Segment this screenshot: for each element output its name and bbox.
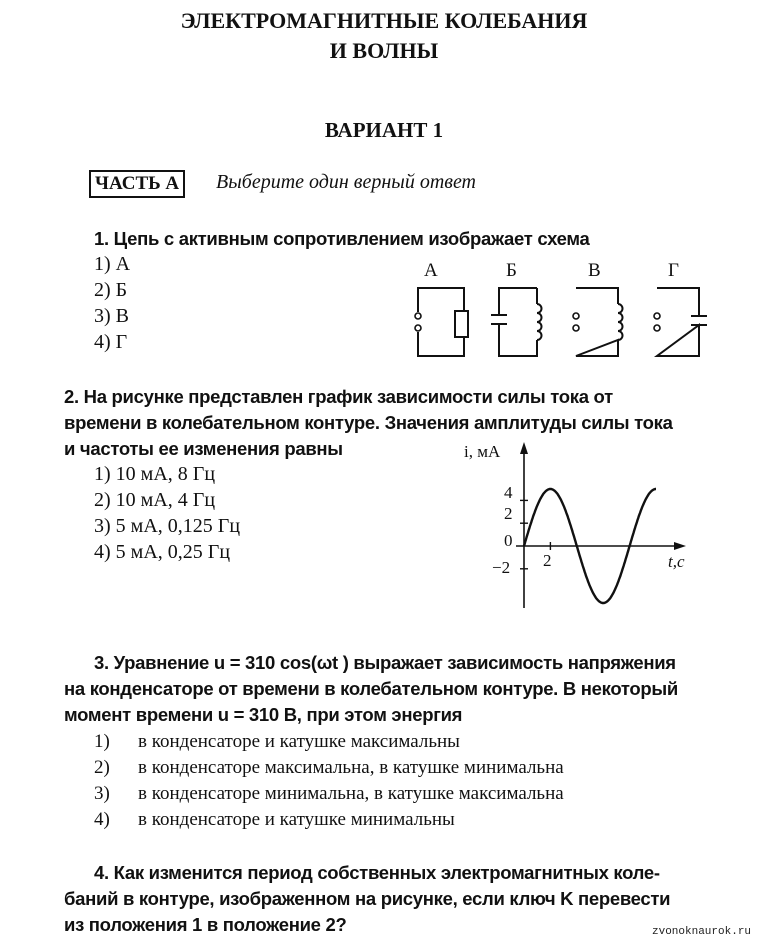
circuit-v-inductor xyxy=(576,288,623,356)
y-tick-label: 0 xyxy=(504,531,513,550)
q3-text-line: 3. Уравнение u = 310 cos(ωt ) выражает зависимость напряжения xyxy=(94,652,676,673)
part-instruction: Выберите один верный ответ xyxy=(216,171,476,193)
q4-text-line: баний в контуре, изображенном на рисунке, если ключ K перевести xyxy=(64,888,671,909)
q4-text-line: из положения 1 в положение 2? xyxy=(64,914,347,935)
variant-heading: ВАРИАНТ 1 xyxy=(324,118,444,142)
q2-text-line: времени в колебательном контуре. Значения амплитуды силы тока xyxy=(64,412,673,433)
x-tick-label: 2 xyxy=(543,551,552,570)
q2-option: 2) 10 мА, 4 Гц xyxy=(94,489,216,511)
circuit-label: Б xyxy=(506,260,517,281)
page-title-line2: И ВОЛНЫ xyxy=(329,38,439,63)
q3-option: 4) в конденсаторе и катушке минимальны xyxy=(94,809,455,830)
y-axis-arrow xyxy=(520,442,528,454)
q3-option: 2) в конденсаторе максимальна, в катушке минимальна xyxy=(94,757,564,778)
page-title-line1: ЭЛЕКТРОМАГНИТНЫЕ КОЛЕБАНИЯ xyxy=(180,8,588,33)
q1-circuit-diagrams xyxy=(400,252,720,364)
circuit-label: А xyxy=(424,260,438,281)
q2-option: 3) 5 мА, 0,125 Гц xyxy=(94,515,241,537)
circuit-label: Г xyxy=(668,260,679,281)
x-axis-label: t,с xyxy=(668,552,685,571)
q2-text-line: 2. На рисунке представлен график зависимости силы тока от xyxy=(64,386,613,407)
q1-option: 4) Г xyxy=(94,331,128,353)
y-axis-label: i, мА xyxy=(464,442,501,461)
q4-text-line: 4. Как изменится период собственных электромагнитных коле- xyxy=(94,862,660,883)
part-label: ЧАСТЬ А xyxy=(89,170,185,198)
x-axis-arrow xyxy=(674,542,686,550)
q2-option: 1) 10 мА, 8 Гц xyxy=(94,463,216,485)
q3-option: 3) в конденсаторе минимальна, в катушке максимальна xyxy=(94,783,564,804)
q1-option: 2) Б xyxy=(94,279,128,301)
watermark: zvonoknaurok.ru xyxy=(652,926,752,938)
q3-text-line: на конденсаторе от времени в колебательном контуре. В некоторый xyxy=(64,678,678,699)
circuit-a-resistor xyxy=(418,288,468,356)
q1-text: 1. Цепь с активным сопротивлением изображает схема xyxy=(94,228,590,249)
q1-option: 3) В xyxy=(94,305,129,327)
q2-current-graph xyxy=(450,436,710,612)
y-tick-label: 4 xyxy=(504,483,513,502)
q1-option: 1) А xyxy=(94,253,131,275)
q2-text-line: и частоты ее изменения равны xyxy=(64,438,343,459)
circuit-g-capacitor xyxy=(657,288,707,356)
q3-option: 1) в конденсаторе и катушке максимальны xyxy=(94,731,460,752)
circuit-label: В xyxy=(588,260,601,281)
q3-text-line: момент времени u = 310 В, при этом энергия xyxy=(64,704,463,725)
q2-option: 4) 5 мА, 0,25 Гц xyxy=(94,541,231,563)
circuit-b-inductor xyxy=(491,288,542,356)
y-tick-label: −2 xyxy=(492,558,511,577)
y-tick-label: 2 xyxy=(504,504,513,523)
